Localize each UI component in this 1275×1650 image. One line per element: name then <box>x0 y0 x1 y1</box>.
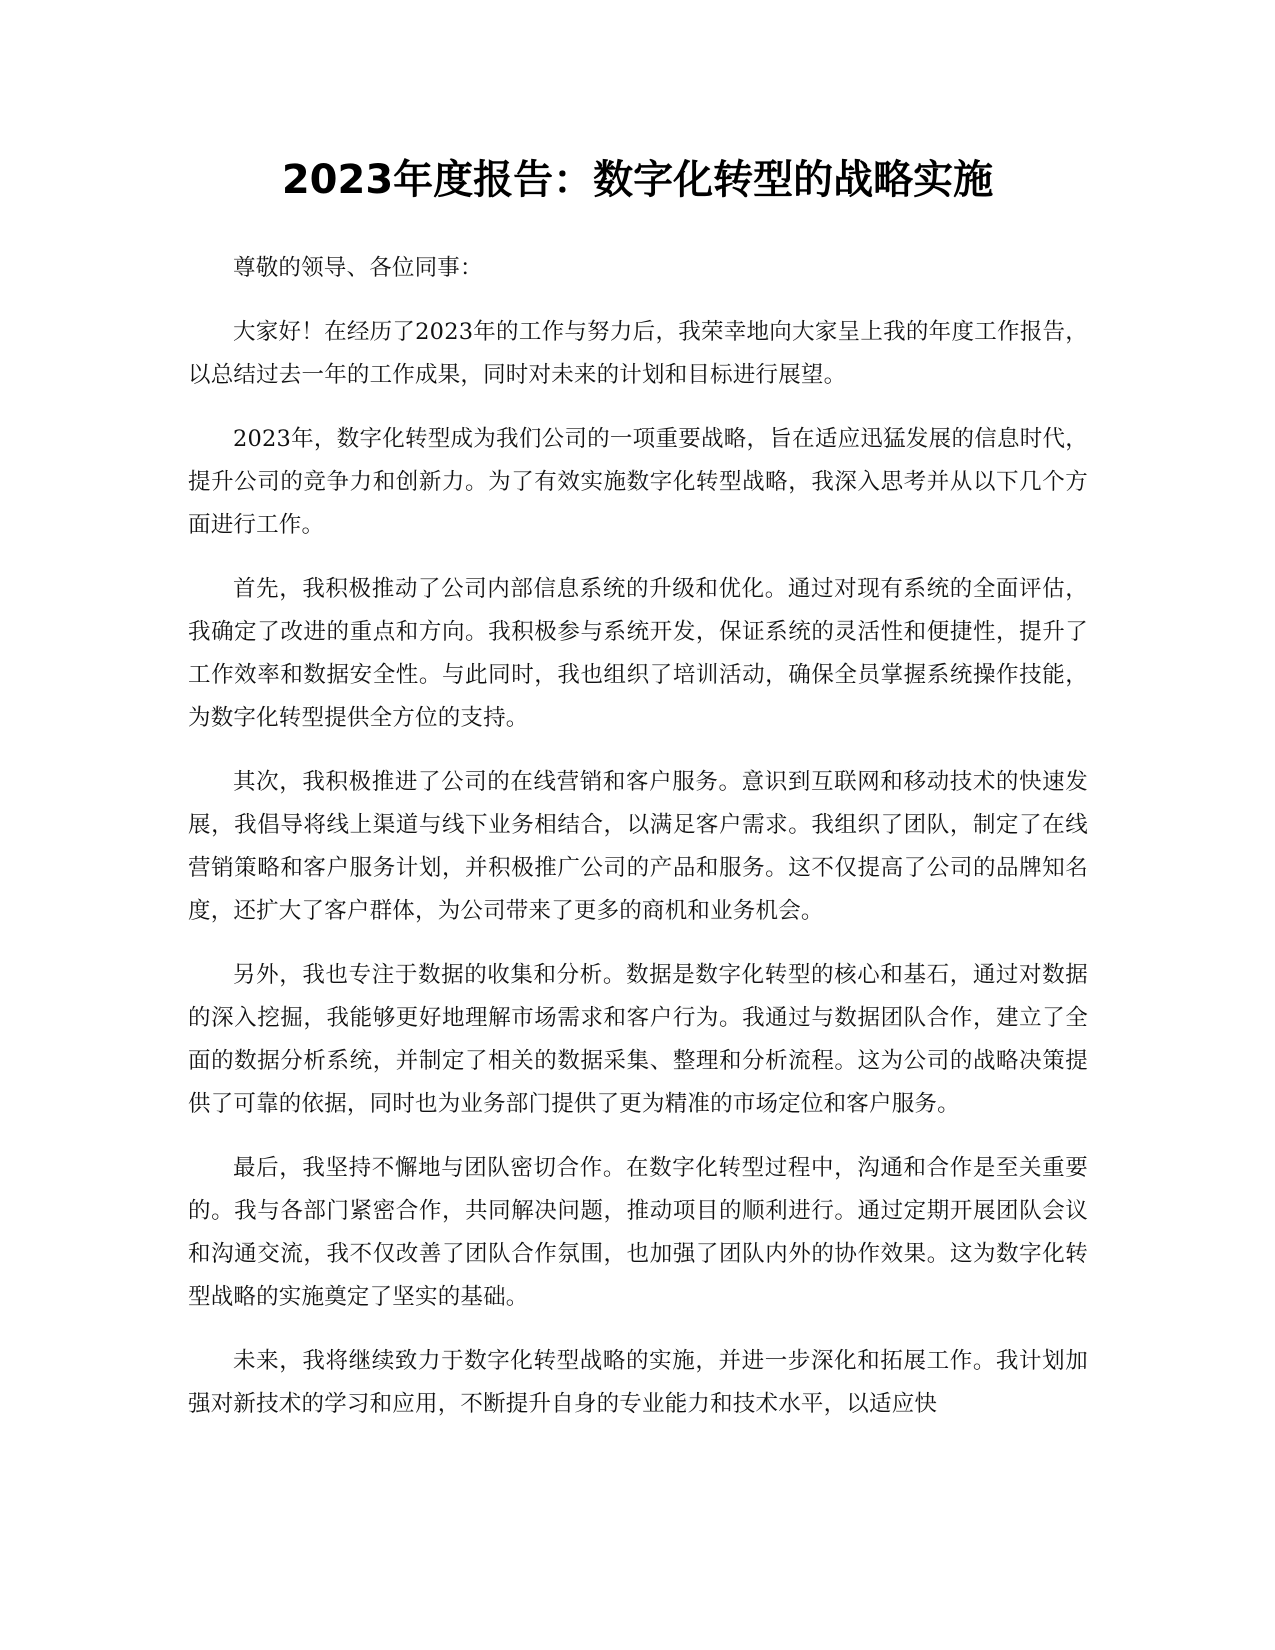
paragraph-greeting: 大家好！在经历了2023年的工作与努力后，我荣幸地向大家呈上我的年度工作报告，以总结过去一年的工作成果，同时对未来的计划和目标进行展望。 <box>188 319 1088 388</box>
document-title: 2023年度报告：数字化转型的战略实施 <box>281 157 994 203</box>
document-body <box>188 247 1088 1447</box>
paragraph-salutation: 尊敬的领导、各位同事： <box>233 255 483 281</box>
paragraph-data-analysis: 另外，我也专注于数据的收集和分析。数据是数字化转型的核心和基石，通过对数据的深入挖掘，我能够更好地理解市场需求和客户行为。我通过与数据团队合作，建立了全面的数据分析系统，并制定了相关的数据采集、整理和分析流程。这为公司的战略决策提供了可靠的依据，同时也为业务部门提供了更为精准的市场定位和客户服务。 <box>188 962 1088 1117</box>
paragraph-system-upgrade: 首先，我积极推动了公司内部信息系统的升级和优化。通过对现有系统的全面评估，我确定了改进的重点和方向。我积极参与系统开发，保证系统的灵活性和便捷性，提升了工作效率和数据安全性。与此同时，我也组织了培训活动，确保全员掌握系统操作技能，为数字化转型提供全方位的支持。 <box>188 576 1088 731</box>
paragraph-strategy-intro: 2023年，数字化转型成为我们公司的一项重要战略，旨在适应迅猛发展的信息时代，提升公司的竞争力和创新力。为了有效实施数字化转型战略，我深入思考并从以下几个方面进行工作。 <box>188 426 1088 538</box>
paragraph-teamwork: 最后，我坚持不懈地与团队密切合作。在数字化转型过程中，沟通和合作是至关重要的。我与各部门紧密合作，共同解决问题，推动项目的顺利进行。通过定期开展团队会议和沟通交流，我不仅改善了团队合作氛围，也加强了团队内外的协作效果。这为数字化转型战略的实施奠定了坚实的基础。 <box>188 1155 1088 1310</box>
paragraph-future-plan: 未来，我将继续致力于数字化转型战略的实施，并进一步深化和拓展工作。我计划加强对新技术的学习和应用，不断提升自身的专业能力和技术水平，以适应快 <box>188 1348 1088 1417</box>
paragraph-online-marketing: 其次，我积极推进了公司的在线营销和客户服务。意识到互联网和移动技术的快速发展，我倡导将线上渠道与线下业务相结合，以满足客户需求。我组织了团队，制定了在线营销策略和客户服务计划，并积极推广公司的产品和服务。这不仅提高了公司的品牌知名度，还扩大了客户群体，为公司带来了更多的商机和业务机会。 <box>188 769 1088 924</box>
